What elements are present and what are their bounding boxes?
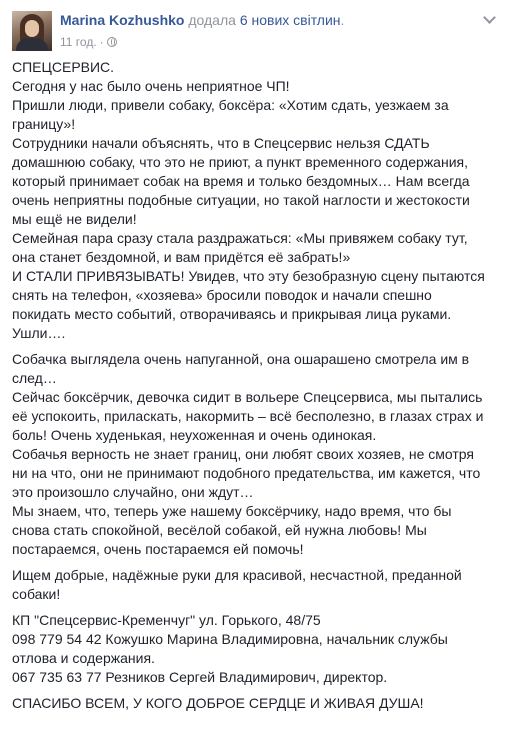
text-line: Пришли люди, привели собаку, боксёра: «Хотим сдать, уезжаем за	[12, 97, 449, 113]
text-line: Ищем добрые, надёжные руки для красивой, несчастной, преданной	[12, 567, 462, 583]
chevron-down-icon[interactable]	[482, 12, 496, 26]
text-line: 067 735 63 77 Резников Сергей Владимирович, директор.	[12, 669, 388, 685]
post-text	[12, 58, 502, 720]
text-line: КП "Спецсервис-Кременчуг" ул. Горького, 48/75	[12, 612, 321, 628]
text-line: собаки!	[12, 586, 61, 602]
globe-icon[interactable]	[107, 37, 117, 47]
post-timestamp[interactable]: 11 год.	[60, 35, 97, 49]
text-line: домашнюю собаку, что это не приют, а пункт временного содержания,	[12, 154, 468, 170]
text-line: это произошло случайно, они ждут…	[12, 484, 254, 500]
text-line: границу»!	[12, 116, 76, 132]
post-paragraph	[12, 694, 502, 713]
post-header	[0, 0, 510, 56]
text-line: снова стать спокойной, весёлой собакой, ей нужна любовь! Мы	[12, 522, 427, 538]
post-paragraph	[12, 611, 502, 687]
text-line: покидать место событий, отворачиваясь и прикрывая лица руками.	[12, 306, 452, 322]
text-line: постараемся, очень постараемся ей помочь!	[12, 541, 304, 557]
text-line: ни на что, они не принимают подобного предательства, им кажется, что	[12, 465, 481, 481]
post-paragraph	[12, 566, 502, 604]
author-name-link[interactable]: Marina Kozhushko	[60, 12, 185, 28]
text-line: след…	[12, 370, 57, 386]
photos-link[interactable]: 6 нових світлин	[239, 12, 341, 28]
text-line: 098 779 54 42 Кожушко Марина Владимировна, начальник службы	[12, 631, 448, 647]
text-line: который принимает собак на время и только бездомных… Нам всегда	[12, 173, 470, 189]
post-paragraph	[12, 350, 502, 559]
text-line: Мы знаем, что, теперь уже нашему боксёрчику, надо время, что бы	[12, 503, 452, 519]
text-line: снять на телефон, «хозяева» бросили поводок и начали спешно	[12, 287, 432, 303]
text-line: Сейчас боксёрчик, девочка сидит в вольере Спецсервиса, мы пытались	[12, 389, 483, 405]
text-line: СПЕЦСЕРВИС.	[12, 59, 115, 75]
author-line	[60, 11, 344, 29]
text-line: боль! Очень худенькая, неухоженная и очень одинокая.	[12, 427, 377, 443]
post-meta: 11 год. ·	[60, 35, 117, 49]
text-line: Сотрудники начали объяснять, что в Спецсервис нельзя СДАТЬ	[12, 135, 430, 151]
text-line: Сегодня у нас было очень неприятное ЧП!	[12, 78, 290, 94]
text-line: Семейная пара сразу стала раздражаться: «Мы привяжем собаку тут,	[12, 230, 468, 246]
text-line: очень неприятны подобные ситуации, но такой наглости и жестокости	[12, 192, 470, 208]
text-line: мы ещё не видели!	[12, 211, 137, 227]
action-suffix: .	[340, 12, 345, 28]
text-line: И СТАЛИ ПРИВЯЗЫВАТЬ! Увидев, что эту безобразную сцену пытаются	[12, 268, 485, 284]
author-avatar[interactable]	[12, 11, 52, 51]
text-line: Собачка выглядела очень напуганной, она ошарашено смотрела им в	[12, 351, 470, 367]
text-line: её успокоить, приласкать, накормить – всё бесполезно, в глазах страх и	[12, 408, 484, 424]
text-line: Ушли….	[12, 325, 66, 341]
text-line: отлова и содержания.	[12, 650, 155, 666]
post-paragraph	[12, 58, 502, 343]
text-line: СПАСИБО ВСЕМ, У КОГО ДОБРОЕ СЕРДЦЕ И ЖИВАЯ ДУША!	[12, 695, 424, 711]
text-line: Собачья верность не знает границ, они любят своих хозяев, не смотря	[12, 446, 474, 462]
text-line: она станет бездомной, и вам придётся её забрать!»	[12, 249, 351, 265]
action-prefix: додала	[188, 12, 236, 28]
